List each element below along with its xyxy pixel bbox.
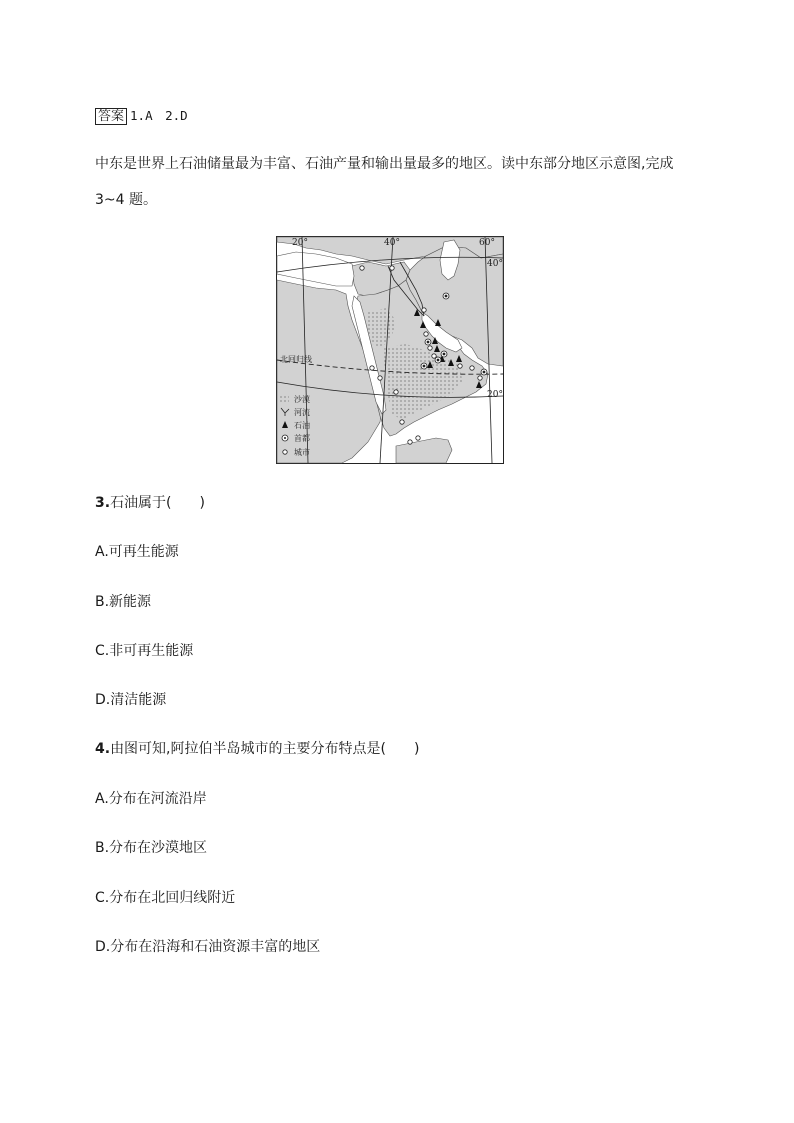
q3-option-a[interactable]: A.可再生能源 [95, 544, 179, 560]
q4-number: 4. [95, 741, 111, 757]
lat-label-20: 20° [487, 390, 503, 400]
q4-text: 由图可知,阿拉伯半岛城市的主要分布特点是( ) [110, 741, 420, 757]
middle-east-map [276, 236, 504, 464]
tropic-label: 北回归线 [280, 355, 312, 364]
legend-city-label: 城市 [294, 448, 310, 457]
q4-option-a[interactable]: A.分布在河流沿岸 [95, 791, 207, 807]
lon-label-40: 40° [384, 238, 400, 248]
answer-label: 答案 [95, 108, 127, 125]
lon-label-60: 60° [479, 238, 495, 248]
legend-capital-label: 首都 [294, 434, 310, 443]
legend-city-icon [283, 450, 287, 454]
answer-line [95, 107, 188, 125]
intro-line-1: 中东是世界上石油储量最为丰富、石油产量和输出量最多的地区。读中东部分地区示意图,完成 [95, 156, 674, 172]
lon-label-20: 20° [292, 238, 308, 248]
q3-option-b[interactable]: B.新能源 [95, 594, 152, 610]
q3-option-c[interactable]: C.非可再生能源 [95, 643, 194, 659]
q4-option-c[interactable]: C.分布在北回归线附近 [95, 890, 236, 906]
legend-river-label: 河流 [294, 408, 310, 417]
legend-desert-icon [280, 396, 289, 402]
q3-text: 石油属于( ) [110, 495, 205, 511]
lat-label-40: 40° [487, 259, 503, 269]
q4-option-b[interactable]: B.分布在沙漠地区 [95, 840, 208, 856]
q4-stem [95, 740, 419, 758]
legend-oil-label: 石油 [294, 421, 310, 430]
legend-desert-label: 沙漠 [294, 395, 310, 404]
q3-number: 3. [95, 495, 111, 511]
q3-stem [95, 494, 205, 512]
q3-option-d[interactable]: D.清洁能源 [95, 692, 167, 708]
q4-option-d[interactable]: D.分布在沿海和石油资源丰富的地区 [95, 939, 321, 955]
answer-text: 1.A 2.D [130, 108, 188, 123]
intro-line-2: 3~4 题。 [95, 192, 157, 208]
